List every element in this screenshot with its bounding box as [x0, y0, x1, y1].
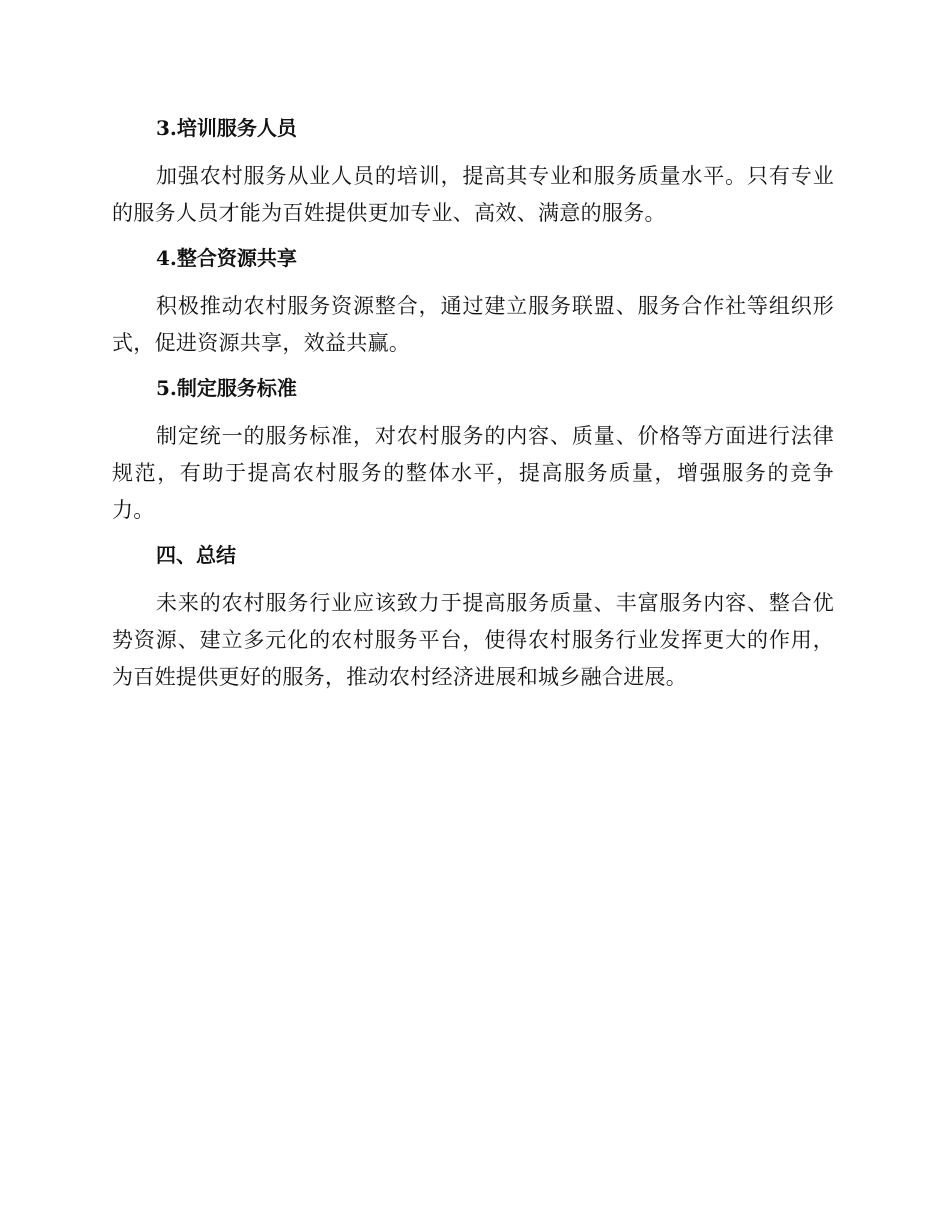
section-heading-summary: 四、总结 — [156, 543, 236, 567]
section-heading-resource-sharing: 4.整合资源共享 — [156, 246, 297, 270]
section-heading-training: 3.培训服务人员 — [156, 116, 297, 140]
section-paragraph-training: 加强农村服务从业人员的培训，提高其专业和服务质量水平。只有专业的服务人员才能为百姓提供更加专业、高效、满意的服务。 — [112, 164, 834, 225]
section-paragraph-service-standards: 制定统一的服务标准，对农村服务的内容、质量、价格等方面进行法律规范，有助于提高农村服务的整体水平，提高服务质量，增强服务的竞争力。 — [112, 424, 834, 522]
section-paragraph-summary: 未来的农村服务行业应该致力于提高服务质量、丰富服务内容、整合优势资源、建立多元化的农村服务平台，使得农村服务行业发挥更大的作用，为百姓提供更好的服务，推动农村经济进展和城乡融合进展。 — [112, 591, 834, 689]
document-body — [112, 112, 834, 696]
section-paragraph-resource-sharing: 积极推动农村服务资源整合，通过建立服务联盟、服务合作社等组织形式，促进资源共享，效益共赢。 — [112, 294, 834, 355]
section-heading-service-standards: 5.制定服务标准 — [156, 376, 297, 400]
